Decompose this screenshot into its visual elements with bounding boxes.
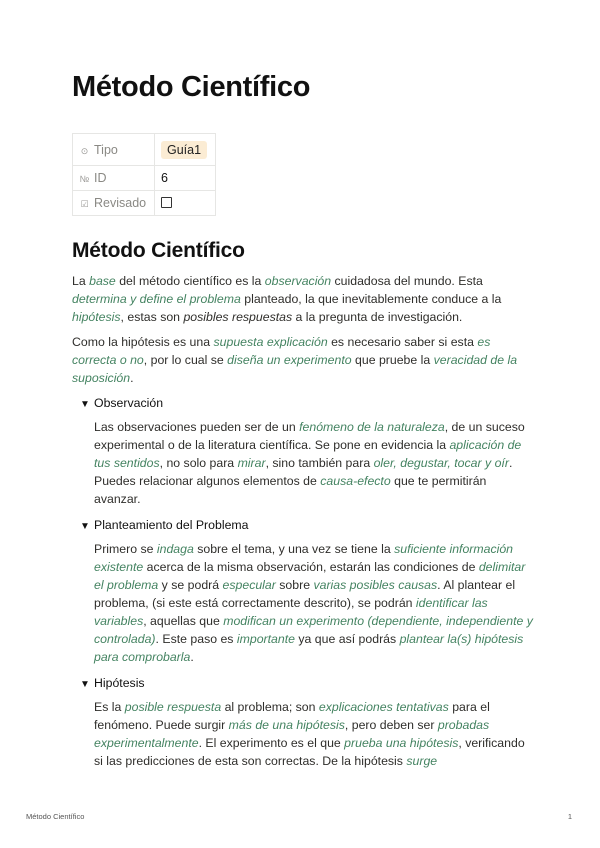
toggle-hipotesis[interactable]: [80, 674, 145, 694]
intro-paragraph-2: Como la hipótesis es una supuesta explicación es necesario saber si esta es correcta o no, por lo cual se diseña un experimento que pruebe la veracidad de la suposición.: [72, 335, 518, 385]
planteamiento-paragraph: Primero se indaga sobre el tema, y una vez se tiene la suficiente información existente acerca de la misma observación, estarán las condiciones de delimitar el problema y se podrá especular sobre varias posibles causas. Al plantear el problema, (si este está correctamente descrito), se podrán identificar las variables, aquellas que modifican un experimento (dependiente, independiente y controlada). Este paso es importante ya que así podrás plantear la(s) hipótesis para comprobarla.: [94, 542, 533, 664]
tipo-tag[interactable]: Guía1: [161, 141, 207, 159]
id-value: 6: [155, 166, 216, 191]
number-property-icon: №: [79, 174, 90, 184]
toggle-observacion[interactable]: [80, 394, 163, 414]
revisado-checkbox[interactable]: [161, 197, 172, 208]
footer-title: Método Científico: [26, 812, 85, 821]
toggle-triangle-icon[interactable]: ▼: [80, 399, 90, 410]
toggle-triangle-icon[interactable]: ▼: [80, 679, 90, 690]
property-value[interactable]: [155, 134, 216, 166]
property-row-revisado: [73, 191, 216, 216]
section-heading: Método Científico: [72, 239, 245, 262]
page-number: 1: [567, 812, 572, 821]
toggle-label: Hipótesis: [94, 676, 145, 690]
hipotesis-paragraph: Es la posible respuesta al problema; son explicaciones tentativas para el fenómeno. Puede surgir más de una hipótesis, pero deben ser probadas experimentalmente. El experimento es el que prueba una hipótesis, verificando si las predicciones de esta son correctas. De la hipótesis surge: [94, 700, 525, 768]
observacion-paragraph: Las observaciones pueden ser de un fenómeno de la naturaleza, de un suceso experimental o de la literatura científica. Se pone en evidencia la aplicación de tus sentidos, no solo para mirar, sino también para oler, degustar, tocar y oír. Puedes relacionar algunos elementos de causa-efecto que te permitirán avanzar.: [94, 420, 525, 506]
toggle-label: Observación: [94, 396, 164, 410]
property-label: Tipo: [94, 142, 118, 157]
property-value: [155, 191, 216, 216]
toggle-planteamiento[interactable]: [80, 516, 249, 536]
properties-table: [72, 133, 216, 216]
checkbox-property-icon: ☑: [80, 199, 89, 209]
property-key: [73, 191, 155, 216]
toggle-label: Planteamiento del Problema: [94, 518, 249, 532]
property-row-tipo: [73, 134, 216, 166]
page-title: Método Científico: [72, 71, 311, 103]
property-key: [73, 166, 155, 191]
property-row-id: [73, 166, 216, 191]
select-property-icon: ⊙: [80, 145, 89, 156]
toggle-triangle-icon[interactable]: ▼: [80, 521, 90, 532]
intro-paragraph-1: La base del método científico es la observación cuidadosa del mundo. Esta determina y define el problema planteado, la que inevitablemente conduce a la hipótesis, estas son posibles respuestas a la pregunta de investigación.: [72, 274, 502, 324]
property-key: [73, 134, 155, 166]
property-label: ID: [94, 171, 107, 185]
property-label: Revisado: [94, 196, 147, 210]
